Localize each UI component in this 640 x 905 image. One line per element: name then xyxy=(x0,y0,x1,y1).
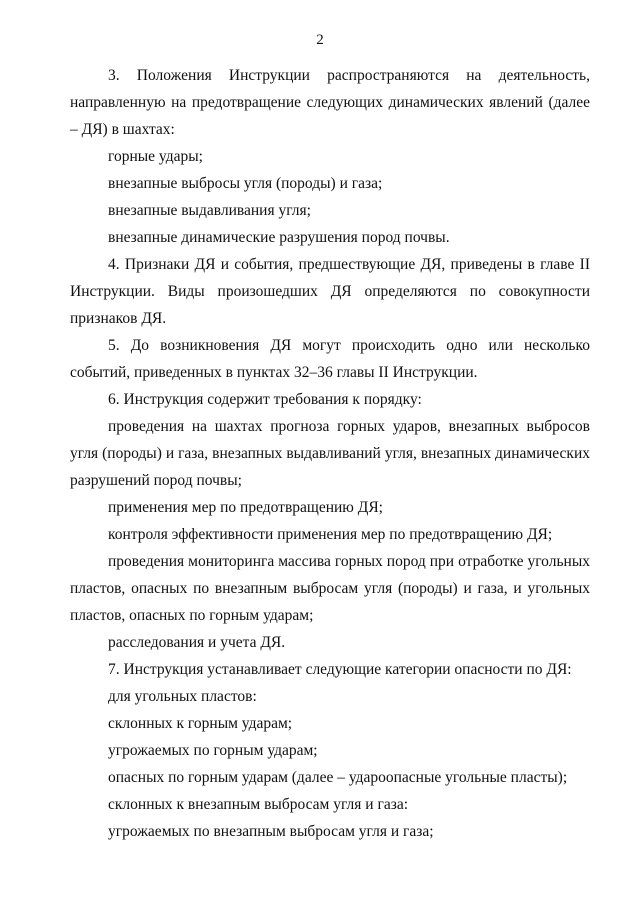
paragraph-7-item-5: склонных к внезапным выбросам угля и газа: xyxy=(108,796,409,813)
paragraph-5: 5. До возникновения ДЯ могут происходить одно или несколько событий, приведенных в пунктах 32–36 главы II Инструкции. xyxy=(70,337,590,381)
paragraph-6-item-3: контроля эффективности применения мер по предотвращению ДЯ; xyxy=(108,526,553,543)
paragraph-6-item-5: расследования и учета ДЯ. xyxy=(108,634,286,651)
paragraph-6-item-2: применения мер по предотвращению ДЯ; xyxy=(108,499,383,516)
paragraph-7-item-1: для угольных пластов: xyxy=(108,688,257,705)
paragraph-6-intro: 6. Инструкция содержит требования к порядку: xyxy=(108,391,422,408)
paragraph-3-item-2: внезапные выбросы угля (породы) и газа; xyxy=(108,175,383,192)
paragraph-4: 4. Признаки ДЯ и события, предшествующие ДЯ, приведены в главе II Инструкции. Виды произошедших ДЯ определяются по совокупности признаков ДЯ. xyxy=(70,256,590,327)
paragraph-7-item-2: склонных к горным ударам; xyxy=(108,715,293,732)
paragraph-7-item-6: угрожаемых по внезапным выбросам угля и газа; xyxy=(108,823,434,840)
page-number: 2 xyxy=(316,32,324,48)
paragraph-7-item-4: опасных по горным ударам (далее – удароопасные угольные пласты); xyxy=(108,769,568,786)
paragraph-3-item-3: внезапные выдавливания угля; xyxy=(108,202,311,219)
paragraph-3-item-1: горные удары; xyxy=(108,148,203,165)
paragraph-3-item-4: внезапные динамические разрушения пород почвы. xyxy=(108,229,450,246)
document-body xyxy=(70,62,590,845)
paragraph-6-item-4: проведения мониторинга массива горных пород при отработке угольных пластов, опасных по внезапным выбросам угля (породы) и газа, и угольных пластов, опасных по горным ударам; xyxy=(70,553,590,624)
paragraph-3-intro: 3. Положения Инструкции распространяются на деятельность, направленную на предотвращение следующих динамических явлений (далее – ДЯ) в шахтах: xyxy=(70,67,590,138)
paragraph-7-intro: 7. Инструкция устанавливает следующие категории опасности по ДЯ: xyxy=(108,661,572,678)
paragraph-7-item-3: угрожаемых по горным ударам; xyxy=(108,742,318,759)
paragraph-6-item-1: проведения на шахтах прогноза горных ударов, внезапных выбросов угля (породы) и газа, внезапных выдавливаний угля, внезапных динамических разрушений пород почвы; xyxy=(70,418,590,489)
